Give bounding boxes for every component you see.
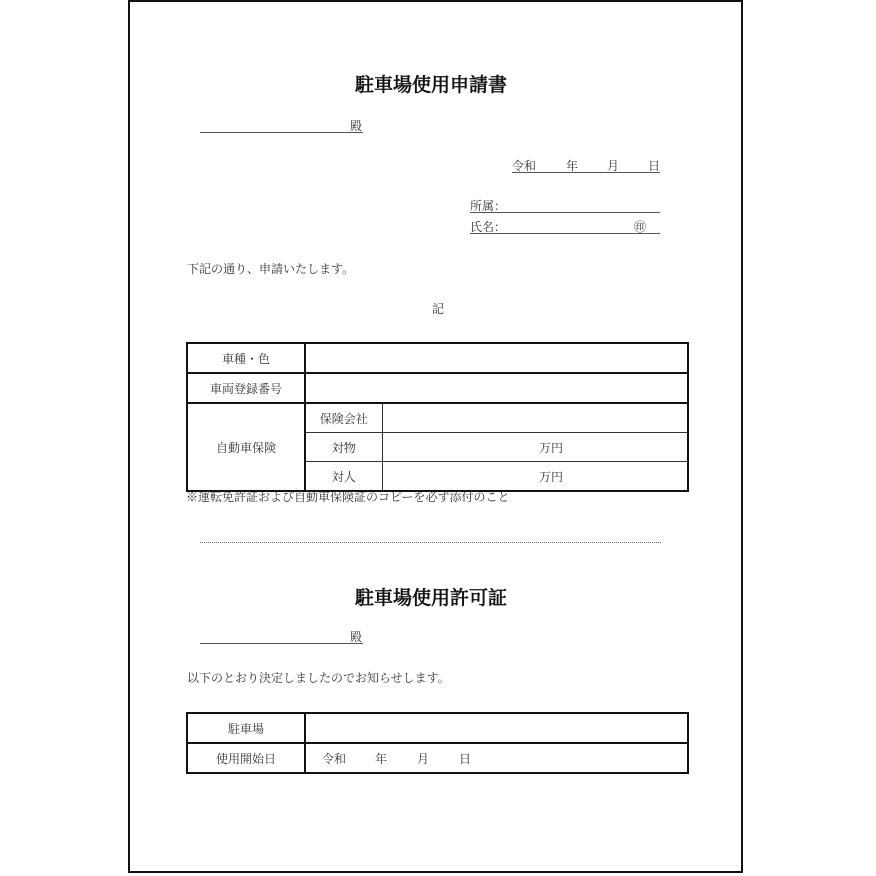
car-type-label: 車種・色 [187,343,305,373]
application-table [186,342,689,492]
addressee-line [200,118,363,133]
property-label: 対物 [305,433,382,462]
ins-company-field [382,403,688,433]
date-year: 年 [566,159,579,173]
start-date-day: 日 [459,751,472,766]
parking-label: 駐車場 [187,713,305,743]
property-unit: 万円 [382,433,688,462]
start-date-era: 令和 [322,751,347,766]
parking-row [187,713,688,743]
ki-mark: 記 [432,302,445,316]
reg-number-field [305,373,688,403]
parking-field [305,713,688,743]
person-unit: 万円 [382,462,688,492]
seal-mark: ㊞ [634,220,647,234]
name-label: 氏名： [470,220,507,234]
start-date-month: 月 [417,751,430,766]
car-type-field [305,343,688,373]
date-era: 令和 [512,159,537,173]
permit-table [186,712,689,774]
permit-intro: 以下のとおり決定しましたのでお知らせします。 [187,671,450,685]
insurance-label: 自動車保険 [187,403,305,491]
reg-number-label: 車両登録番号 [187,373,305,403]
date-month: 月 [607,159,620,173]
reg-number-row [187,373,688,403]
date-day: 日 [648,159,661,173]
start-date-row [187,743,688,773]
start-date-field [305,743,688,773]
affiliation-label: 所属： [470,199,507,213]
permit-addressee-suffix: 殿 [350,630,363,644]
car-type-row [187,343,688,373]
permit-title: 駐車場使用許可証 [355,587,508,609]
application-intro: 下記の通り、申請いたします。 [187,262,355,276]
permit-addressee-line [200,629,363,644]
start-date-year: 年 [375,751,388,766]
person-label: 対人 [305,462,382,492]
cut-line [200,542,661,543]
start-date-label: 使用開始日 [187,743,305,773]
insurance-company-row [187,403,688,433]
attachment-note: ※運転免許証および自動車保険証のコピーを必ず添付のこと [186,490,510,504]
application-title: 駐車場使用申請書 [355,74,508,96]
ins-company-label: 保険会社 [305,403,382,433]
addressee-suffix: 殿 [350,119,363,133]
